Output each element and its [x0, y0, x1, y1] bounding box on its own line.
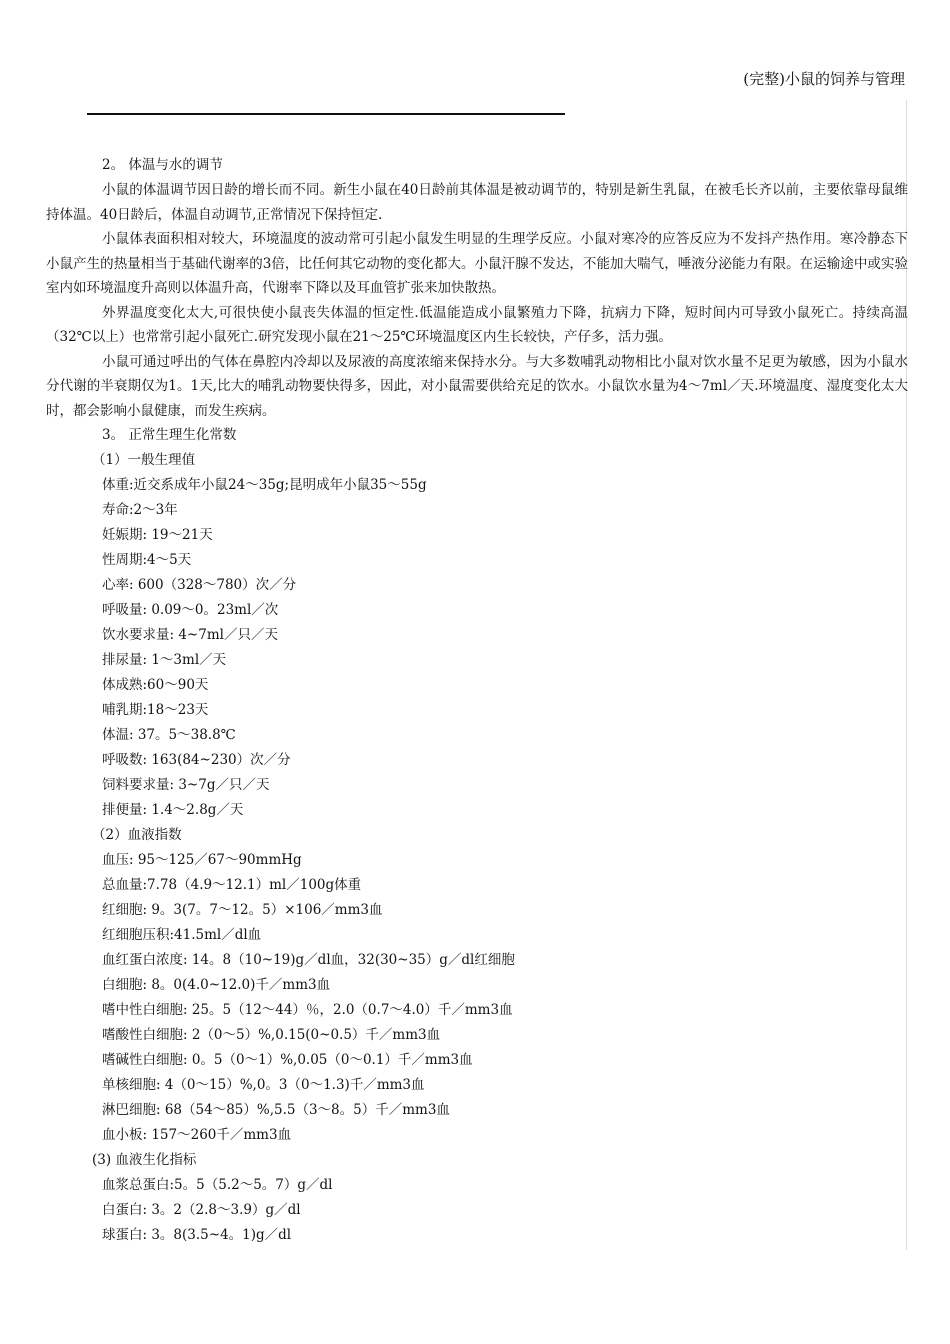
- list-item: 体成熟:60～90天: [102, 677, 209, 693]
- list-item: 寿命:2～3年: [102, 502, 178, 518]
- subsection-title: （1）一般生理值: [92, 452, 196, 468]
- list-item: 血小板: 157～260千／mm3血: [102, 1127, 292, 1143]
- section-heading: 3。 正常生理生化常数: [102, 427, 237, 443]
- document-header-title: (完整)小鼠的饲养与管理: [743, 70, 905, 88]
- list-item: 淋巴细胞: 68（54～85）%,5.5（3～8。5）千／mm3血: [102, 1102, 450, 1118]
- section-heading: 2。 体温与水的调节: [102, 157, 223, 173]
- list-item: 体重:近交系成年小鼠24～35g;昆明成年小鼠35～55g: [102, 477, 427, 493]
- subsection-title: （2）血液指数: [92, 827, 182, 843]
- list-item: 嗜碱性白细胞: 0。5（0～1）%,0.05（0～0.1）千／mm3血: [102, 1052, 473, 1068]
- list-item: 心率: 600（328～780）次／分: [102, 577, 297, 593]
- list-item: 红细胞压积:41.5ml／dl血: [102, 927, 262, 943]
- list-item: 血压: 95～125／67～90mmHg: [102, 852, 302, 868]
- list-item: 妊娠期: 19～21天: [102, 527, 213, 543]
- list-item: 性周期:4～5天: [102, 552, 192, 568]
- list-item: 血红蛋白浓度: 14。8（10~19)g／dl血，32(30~35）g／dl红细胞: [102, 952, 515, 968]
- list-item: 哺乳期:18～23天: [102, 702, 209, 718]
- list-item: 白细胞: 8。0(4.0~12.0)千／mm3血: [102, 977, 331, 993]
- header-rule: [87, 113, 565, 115]
- list-item: 红细胞: 9。3(7。7～12。5）×106／mm3血: [102, 902, 383, 918]
- paragraph: 小鼠体表面积相对较大，环境温度的波动常可引起小鼠发生明显的生理学反应。小鼠对寒冷的应答反应为不发抖产热作用。寒冷静态下小鼠产生的热量相当于基础代谢率的3倍，比任何其它动物的变化都大。小鼠汗腺不发达，不能加大喘气，唾液分泌能力有限。在运输途中或实验室内如环境温度升高则以体温升高，代谢率下降以及耳血管扩张来加快散热。: [46, 231, 908, 296]
- list-item: 总血量:7.78（4.9～12.1）ml／100g体重: [102, 877, 362, 893]
- paragraph: 外界温度变化太大,可很快使小鼠丧失体温的恒定性.低温能造成小鼠繁殖力下降，抗病力下降，短时间内可导致小鼠死亡。持续高温（32℃以上）也常常引起小鼠死亡.研究发现小鼠在21～25℃环境温度区内生长较快，产仔多，活力强。: [46, 304, 908, 345]
- list-item: 血浆总蛋白:5。5（5.2～5。7）g／dl: [102, 1177, 333, 1193]
- list-item: 嗜酸性白细胞: 2（0～5）%,0.15(0~0.5）千／mm3血: [102, 1027, 441, 1043]
- paragraph: 小鼠的体温调节因日龄的增长而不同。新生小鼠在40日龄前其体温是被动调节的，特别是新生乳鼠，在被毛长齐以前，主要依靠母鼠维持体温。40日龄后，体温自动调节,正常情况下保持恒定.: [46, 182, 908, 223]
- list-item: 白蛋白: 3。2（2.8～3.9）g／dl: [102, 1202, 301, 1218]
- subsection-title: (3) 血液生化指标: [92, 1152, 197, 1168]
- list-item: 体温: 37。5～38.8℃: [102, 727, 236, 743]
- list-item: 饮水要求量: 4~7ml／只／天: [102, 627, 278, 643]
- list-item: 饲料要求量: 3~7g／只／天: [102, 777, 270, 793]
- paragraph: 小鼠可通过呼出的气体在鼻腔内冷却以及尿液的高度浓缩来保持水分。与大多数哺乳动物相比小鼠对饮水量不足更为敏感，因为小鼠水分代谢的半衰期仅为1。1天,比大的哺乳动物要快得多，因此，对小鼠需要供给充足的饮水。小鼠饮水量为4～7ml／天.环境温度、湿度变化太大时，都会影响小鼠健康，而发生疾病。: [46, 353, 908, 419]
- list-item: 呼吸数: 163(84~230）次／分: [102, 752, 291, 768]
- document-body: [46, 153, 908, 1248]
- list-item: 嗜中性白细胞: 25。5（12～44）％，2.0（0.7～4.0）千／mm3血: [102, 1002, 513, 1018]
- list-item: 呼吸量: 0.09～0。23ml／次: [102, 602, 279, 618]
- list-item: 排尿量: 1～3ml／天: [102, 652, 227, 668]
- list-item: 单核细胞: 4（0～15）%,0。3（0～1.3)千／mm3血: [102, 1077, 425, 1093]
- list-item: 排便量: 1.4～2.8g／天: [102, 802, 244, 818]
- list-item: 球蛋白: 3。8(3.5~4。1)g／dl: [102, 1227, 292, 1243]
